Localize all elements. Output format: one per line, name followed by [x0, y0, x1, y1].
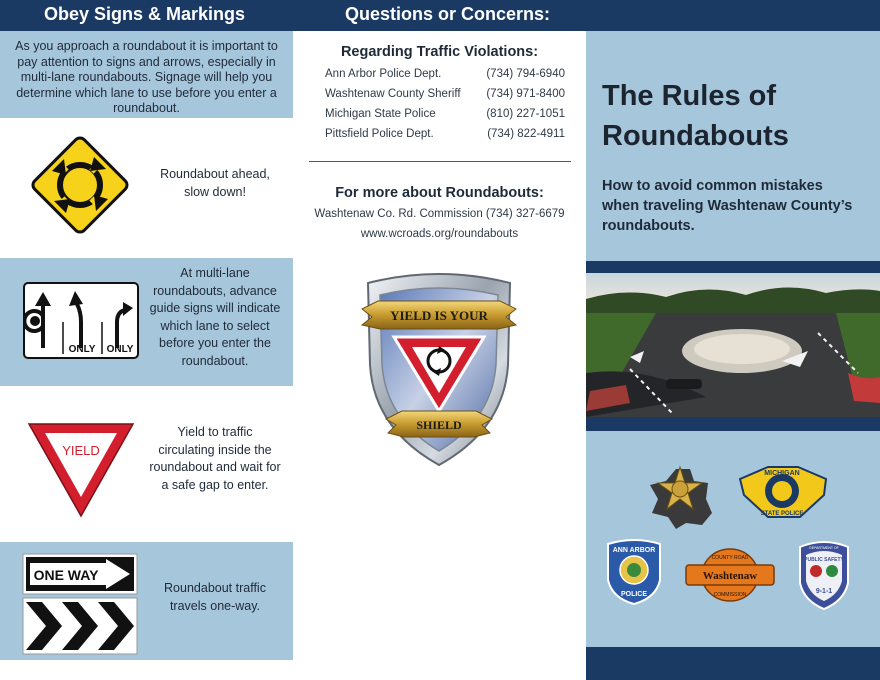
michigan-state-police-badge-icon: [738, 461, 828, 523]
one-way-label: ONE WAY: [33, 567, 99, 583]
contact-phone[interactable]: (734) 822-4911: [487, 128, 565, 140]
caption-line: circulating inside the: [158, 442, 272, 457]
caption-line: At multi-lane: [180, 266, 250, 280]
contact-name: Ann Arbor Police Dept.: [325, 68, 442, 80]
only-label: ONLY: [68, 344, 96, 355]
cover-panel: [586, 31, 880, 680]
shield-top-label: YIELD IS YOUR: [390, 308, 488, 323]
contact-phone[interactable]: (810) 227-1051: [486, 108, 565, 120]
sign-row-yield: [0, 386, 293, 542]
top-banner: [0, 0, 880, 31]
left-heading: Obey Signs & Markings: [44, 4, 246, 24]
caption-line: roundabout.: [181, 353, 249, 368]
sign-caption-1: [140, 166, 290, 201]
subtitle-line: How to avoid common mistakes: [602, 178, 823, 194]
yield-shield-badge-icon: [356, 269, 522, 469]
violations-heading: Regarding Traffic Violations:: [340, 44, 539, 60]
public-safety-badge-icon: [794, 539, 854, 611]
ps-label-top: DEPARTMENT OF: [809, 546, 839, 550]
page-title: [602, 76, 872, 156]
title-line: Roundabouts: [602, 120, 789, 152]
ann-arbor-police-badge-icon: [604, 538, 664, 606]
yield-sign-icon: [25, 420, 137, 520]
bottom-bar: [586, 647, 880, 680]
intro-text: As you approach a roundabout it is important to pay attention to signs and arrows, especially in multi-lane roundabouts. Signage will help you determine which lane to use before you enter a roundabout.: [0, 31, 293, 118]
more-heading: For more about Roundabouts:: [335, 185, 544, 201]
contacts-panel: [293, 31, 586, 680]
caption-line: roundabouts, advance: [153, 283, 277, 298]
contact-row: [325, 64, 565, 84]
caption-line: roundabout and wait for: [149, 460, 281, 474]
ps-911-label: 9-1-1: [815, 588, 833, 595]
wcrc-bottom-label: COMMISSION: [713, 592, 747, 598]
yield-label: YIELD: [62, 443, 100, 458]
msp-label-bottom: STATE POLICE: [760, 511, 804, 517]
only-label: ONLY: [106, 344, 134, 355]
wcrc-top-label: COUNTY ROAD: [711, 555, 749, 561]
caption-line: Roundabout ahead,: [160, 167, 270, 181]
roundabout-photo: [586, 273, 880, 417]
sheriff-star-badge-icon: [646, 461, 716, 531]
caption-line: a safe gap to enter.: [161, 477, 269, 492]
caption-line: Roundabout traffic: [164, 581, 266, 595]
ps-label: PUBLIC SAFETY: [804, 557, 844, 563]
contact-name: Washtenaw County Sheriff: [325, 88, 461, 100]
sign-caption-4: [140, 580, 290, 615]
contact-row: [325, 124, 565, 144]
caption-line: guide signs will indicate: [149, 301, 281, 315]
one-way-sign-icon: [22, 553, 138, 655]
page-subtitle: [602, 176, 872, 236]
caption-line: before you enter the: [159, 336, 271, 350]
commission-contact[interactable]: Washtenaw Co. Rd. Commission (734) 327-6679: [314, 208, 565, 220]
lane-guide-sign-icon: [23, 282, 139, 359]
sign-caption-3: [140, 424, 290, 494]
caption-line: Yield to traffic: [177, 425, 253, 439]
caption-line: travels one-way.: [169, 598, 261, 613]
msp-label-top: MICHIGAN: [764, 470, 800, 477]
divider: [309, 161, 571, 162]
contact-row: [325, 84, 565, 104]
website-link[interactable]: www.wcroads.org/roundabouts: [360, 228, 519, 240]
subtitle-line: roundabouts.: [602, 218, 695, 234]
caption-line: which lane to select: [160, 318, 270, 333]
shield-bottom-label: SHIELD: [416, 418, 462, 432]
subtitle-line: when traveling Washtenaw County’s: [602, 198, 853, 214]
sign-row-lane-guide: [0, 258, 293, 386]
contact-phone[interactable]: (734) 794-6940: [486, 68, 565, 80]
contact-phone[interactable]: (734) 971-8400: [486, 88, 565, 100]
title-line: The Rules of: [602, 80, 777, 112]
road-commission-badge-icon: [684, 546, 776, 604]
contact-name: Pittsfield Police Dept.: [325, 128, 434, 140]
contact-name: Michigan State Police: [325, 108, 436, 120]
sign-row-one-way: [0, 542, 293, 660]
roundabout-ahead-sign-icon: [28, 133, 132, 237]
caption-line: slow down!: [184, 184, 246, 199]
contact-row: [325, 104, 565, 124]
middle-heading: Questions or Concerns:: [345, 4, 551, 24]
sign-row-roundabout-ahead: [0, 118, 293, 258]
wcrc-label: Washtenaw: [702, 570, 758, 582]
police-label: POLICE: [620, 591, 648, 598]
ann-arbor-label: ANN ARBOR: [612, 547, 656, 554]
sign-caption-2: [140, 265, 290, 370]
